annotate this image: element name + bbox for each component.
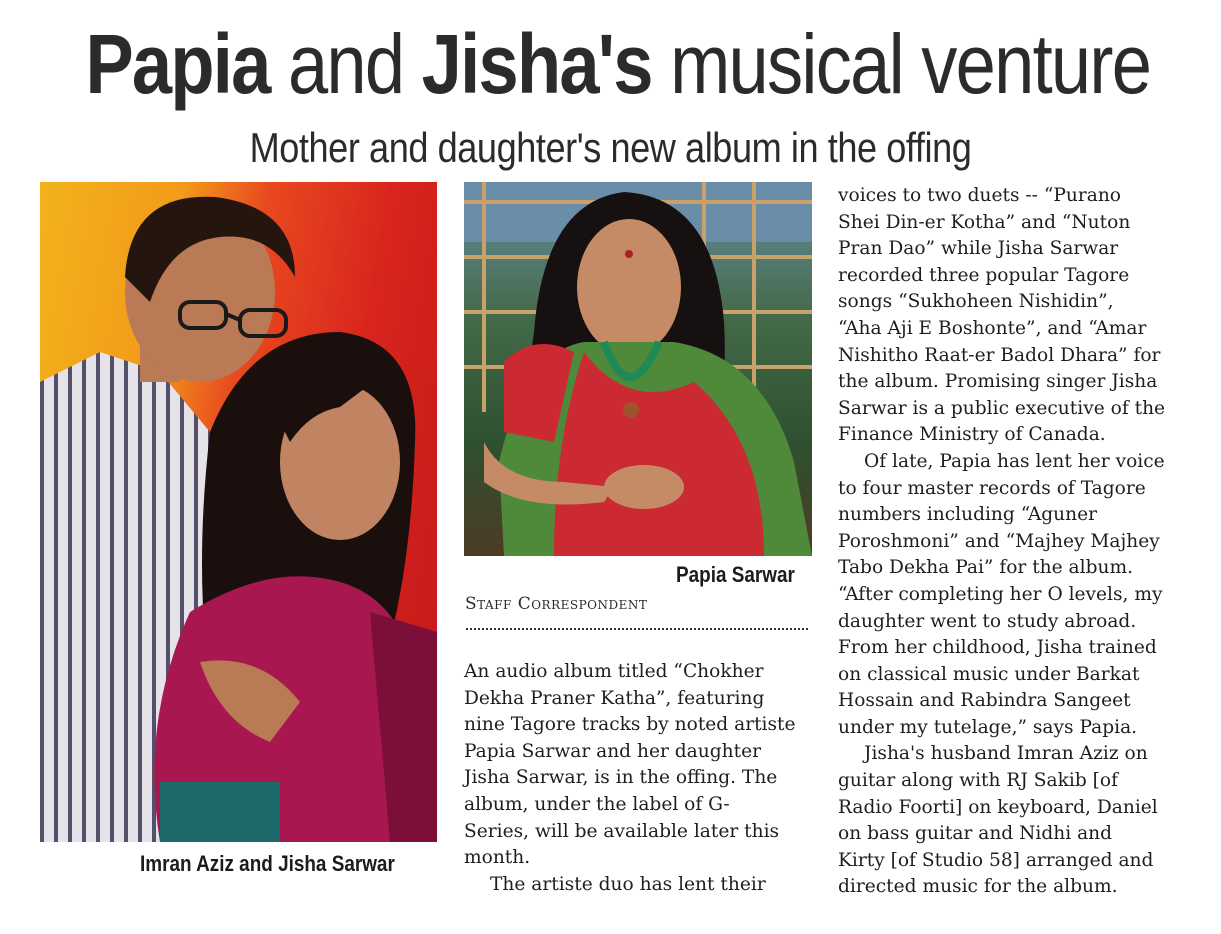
article-line: numbers including “Aguner <box>838 504 1098 526</box>
article-line: Series, will be available later this <box>464 820 780 842</box>
article-line: Pran Dao” while Jisha Sarwar <box>838 238 1119 260</box>
article-line: on bass guitar and Nidhi and <box>838 823 1113 845</box>
article-line: Poroshmoni” and “Majhey Majhey <box>838 530 1160 552</box>
photo-imran-jisha <box>40 182 437 842</box>
article-line: Jisha's husband Imran Aziz on <box>864 743 1148 765</box>
article-line: nine Tagore tracks by noted artiste <box>464 714 796 736</box>
headline-and: and <box>269 17 422 111</box>
dotted-divider <box>466 628 808 630</box>
article-line: The artiste duo has lent their <box>490 873 766 895</box>
article-line: directed music for the album. <box>838 876 1118 898</box>
article-line: album, under the label of G- <box>464 793 730 815</box>
caption-papia-sarwar: Papia Sarwar <box>676 562 795 587</box>
article-line: Of late, Papia has lent her voice <box>864 450 1165 472</box>
article-line: Finance Ministry of Canada. <box>838 424 1106 446</box>
article-line: daughter went to study abroad. <box>838 610 1137 632</box>
headline-rest: musical venture <box>651 17 1151 111</box>
article-line: Hossain and Rabindra Sangeet <box>838 690 1131 712</box>
photo-papia-sarwar <box>464 182 812 556</box>
article-column-middle <box>464 659 814 898</box>
article-line: Kirty [of Studio 58] arranged and <box>838 849 1154 871</box>
caption-imran-jisha: Imran Aziz and Jisha Sarwar <box>140 851 395 876</box>
photo-imran-jisha-illustration <box>40 182 437 842</box>
article-line: Tabo Dekha Pai” for the album. <box>838 557 1134 579</box>
article-line: recorded three popular Tagore <box>838 264 1130 286</box>
subheadline: Mother and daughter's new album in the offing <box>249 124 972 171</box>
headline <box>85 16 1151 112</box>
article-line: the album. Promising singer Jisha <box>838 371 1158 393</box>
article-line: From her childhood, Jisha trained <box>838 637 1157 659</box>
photo-papia-illustration <box>464 182 812 556</box>
article-line: Sarwar is a public executive of the <box>838 397 1166 419</box>
article-line: “Aha Aji E Boshonte”, and “Amar <box>838 317 1147 339</box>
article-line: An audio album titled “Chokher <box>464 661 764 682</box>
article-line: on classical music under Barkat <box>838 663 1140 685</box>
article-line: songs “Sukhoheen Nishidin”, <box>838 291 1114 313</box>
article-line: guitar along with RJ Sakib [of <box>838 770 1118 792</box>
article-line: Radio Foorti] on keyboard, Daniel <box>838 796 1158 818</box>
article-line: voices to two duets -- “Purano <box>838 185 1122 206</box>
headline-name-papia: Papia <box>85 17 270 111</box>
article-line: under my tutelage,” says Papia. <box>838 716 1138 738</box>
article-line: to four master records of Tagore <box>838 477 1146 499</box>
byline: Staff Correspondent <box>465 594 648 614</box>
article-line: Nishitho Raat-er Badol Dhara” for <box>838 344 1161 366</box>
article-line: month. <box>464 847 531 869</box>
article-line: Shei Din-er Kotha” and “Nuton <box>838 211 1131 233</box>
article-line: Dekha Praner Katha”, featuring <box>464 687 765 709</box>
article-column-right <box>838 183 1188 901</box>
headline-name-jisha: Jisha's <box>421 17 652 111</box>
article-line: Papia Sarwar and her daughter <box>464 740 761 762</box>
article-line: Jisha Sarwar, is in the offing. The <box>464 767 778 789</box>
article-line: “After completing her O levels, my <box>838 583 1163 605</box>
